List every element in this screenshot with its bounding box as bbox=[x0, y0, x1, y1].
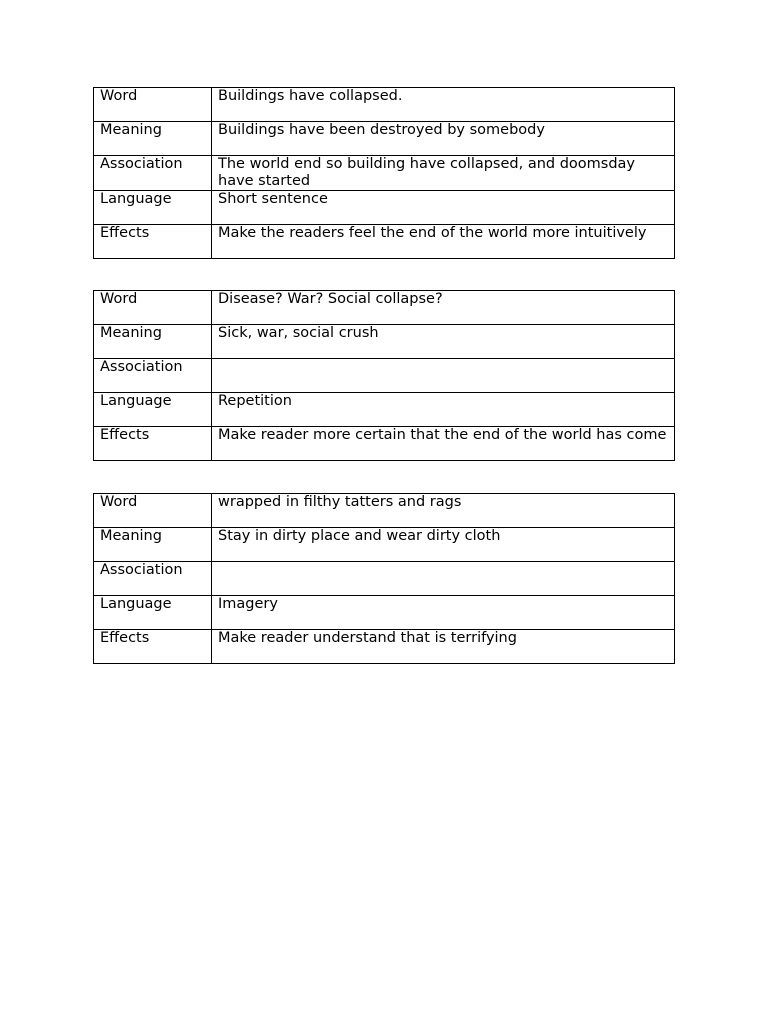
row-label: Meaning bbox=[94, 325, 212, 359]
row-value: Buildings have been destroyed by somebody bbox=[212, 122, 675, 156]
row-value bbox=[212, 359, 675, 393]
table-row bbox=[94, 596, 675, 630]
row-label: Meaning bbox=[94, 122, 212, 156]
analysis-table-2 bbox=[93, 290, 675, 461]
row-value: Short sentence bbox=[212, 191, 675, 225]
row-label: Association bbox=[94, 562, 212, 596]
table-row bbox=[94, 359, 675, 393]
table-row bbox=[94, 88, 675, 122]
table-row bbox=[94, 494, 675, 528]
analysis-table-1 bbox=[93, 87, 675, 259]
table-row bbox=[94, 122, 675, 156]
table-row bbox=[94, 528, 675, 562]
table-row bbox=[94, 325, 675, 359]
table-row bbox=[94, 630, 675, 664]
table-row bbox=[94, 291, 675, 325]
table-row bbox=[94, 562, 675, 596]
row-label: Association bbox=[94, 359, 212, 393]
row-value: Disease? War? Social collapse? bbox=[212, 291, 675, 325]
row-value: Repetition bbox=[212, 393, 675, 427]
row-value: Make the readers feel the end of the world more intuitively bbox=[212, 225, 675, 259]
table-row bbox=[94, 393, 675, 427]
row-value: Buildings have collapsed. bbox=[212, 88, 675, 122]
row-value bbox=[212, 562, 675, 596]
row-label: Word bbox=[94, 291, 212, 325]
table-row bbox=[94, 156, 675, 191]
row-value: Imagery bbox=[212, 596, 675, 630]
table-row bbox=[94, 225, 675, 259]
row-label: Word bbox=[94, 494, 212, 528]
row-label: Language bbox=[94, 191, 212, 225]
row-label: Effects bbox=[94, 225, 212, 259]
row-label: Meaning bbox=[94, 528, 212, 562]
table-row bbox=[94, 191, 675, 225]
row-label: Effects bbox=[94, 427, 212, 461]
row-value: wrapped in filthy tatters and rags bbox=[212, 494, 675, 528]
row-label: Effects bbox=[94, 630, 212, 664]
row-value: Make reader more certain that the end of the world has come bbox=[212, 427, 675, 461]
row-label: Language bbox=[94, 596, 212, 630]
row-label: Word bbox=[94, 88, 212, 122]
row-label: Association bbox=[94, 156, 212, 191]
row-value: Sick, war, social crush bbox=[212, 325, 675, 359]
analysis-table-3 bbox=[93, 493, 675, 664]
row-value: Make reader understand that is terrifying bbox=[212, 630, 675, 664]
row-value: Stay in dirty place and wear dirty cloth bbox=[212, 528, 675, 562]
row-value: The world end so building have collapsed, and doomsday have started bbox=[212, 156, 675, 191]
row-label: Language bbox=[94, 393, 212, 427]
table-row bbox=[94, 427, 675, 461]
